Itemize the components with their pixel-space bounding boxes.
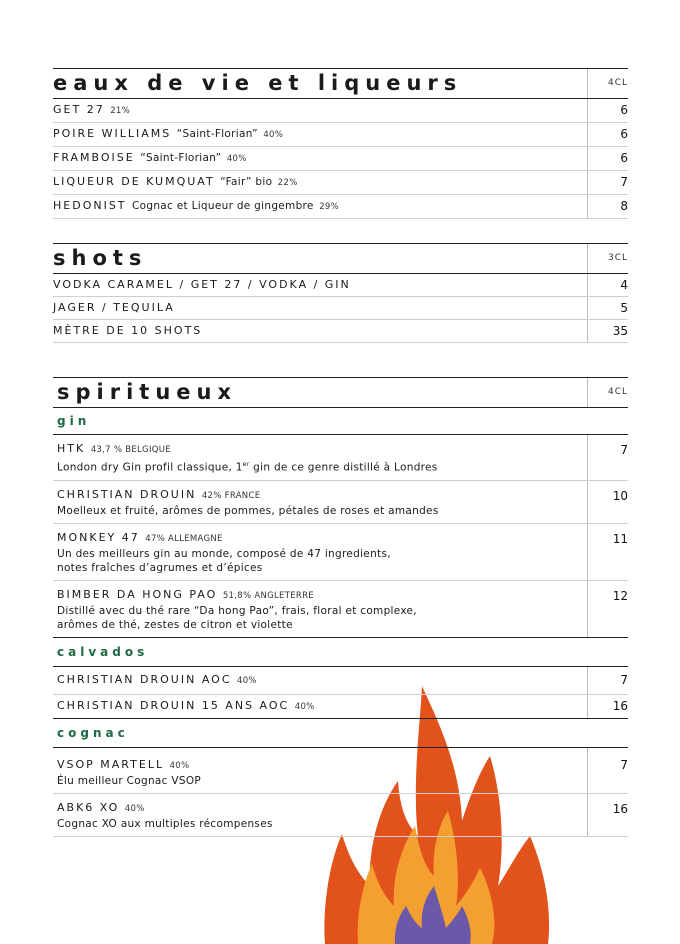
menu-row — [53, 297, 628, 320]
menu-row — [53, 695, 628, 719]
item-price: 4 — [587, 274, 628, 296]
item-name: POIRE WILLIAMS — [53, 127, 172, 140]
item-name: LIQUEUR DE KUMQUAT — [53, 175, 215, 188]
item-price: 16 — [587, 794, 628, 836]
subsection-title-calvados: calvados — [53, 638, 628, 667]
item-abv: 22% — [277, 178, 298, 188]
item-price: 16 — [587, 695, 628, 718]
menu-row — [53, 147, 628, 171]
section-unit: 3CL — [587, 244, 628, 273]
item-price: 6 — [587, 123, 628, 146]
item-price: 35 — [587, 320, 628, 342]
section-unit: 4CL — [587, 378, 628, 407]
menu-row — [53, 123, 628, 147]
item-name: ABK6 XO — [57, 800, 120, 814]
item-name: CHRISTIAN DROUIN AOC — [57, 672, 232, 686]
item-abv: 40% — [226, 154, 247, 164]
section-spiritueux — [53, 377, 628, 837]
subsection-title-gin: gin — [53, 408, 628, 435]
section-title: eaux de vie et liqueurs — [53, 71, 463, 95]
subsection-title-cognac: cognac — [53, 719, 628, 748]
section-header — [53, 68, 628, 99]
item-name: FRAMBOISE — [53, 151, 135, 164]
section-header — [53, 243, 628, 274]
item-price: 10 — [587, 481, 628, 523]
item-meta: 47% ALLEMAGNE — [145, 533, 223, 544]
item-abv: 40% — [294, 701, 315, 712]
menu-row — [53, 195, 628, 219]
item-price: 8 — [587, 195, 628, 218]
item-abv: 29% — [319, 202, 339, 212]
menu-row — [53, 748, 628, 794]
item-price: 12 — [587, 581, 628, 637]
item-note: “Saint-Florian” — [176, 128, 258, 140]
item-price: 7 — [587, 171, 628, 194]
item-name: CHRISTIAN DROUIN 15 ANS AOC — [57, 698, 290, 712]
item-note: “Fair” bio — [220, 176, 273, 188]
item-meta: 42% FRANCE — [201, 490, 261, 501]
menu-row — [53, 171, 628, 195]
menu-row — [53, 435, 628, 481]
item-description: notes fraîches d’agrumes et d’épices — [57, 561, 263, 574]
item-price: 11 — [587, 524, 628, 580]
menu-row — [53, 794, 628, 837]
item-meta: 43,7 % BELGIQUE — [90, 445, 171, 455]
item-abv: 40% — [169, 760, 190, 771]
item-price: 7 — [587, 748, 628, 793]
item-name: VSOP MARTELL — [57, 757, 165, 771]
item-price: 7 — [587, 435, 628, 480]
item-abv: 40% — [237, 675, 257, 686]
item-note: Cognac et Liqueur de gingembre — [132, 200, 314, 212]
item-description: Moelleux et fruité, arômes de pommes, pétales de roses et amandes — [57, 504, 439, 517]
section-title: spiritueux — [57, 380, 238, 404]
item-name: CHRISTIAN DROUIN — [57, 487, 197, 501]
section-title: shots — [53, 246, 148, 270]
item-description: arômes de thé, zestes de citron et violette — [57, 618, 293, 631]
item-description: Un des meilleurs gin au monde, composé de 47 ingredients, — [57, 547, 391, 560]
item-price: 6 — [587, 99, 628, 122]
item-abv: 21% — [110, 106, 130, 116]
menu-row — [53, 320, 628, 343]
section-unit: 4CL — [587, 69, 628, 98]
item-name: VODKA CARAMEL / GET 27 / VODKA / GIN — [53, 278, 351, 291]
item-meta: 51,8% ANGLETERRE — [222, 590, 314, 601]
menu-row — [53, 481, 628, 524]
item-name: JAGER / TEQUILA — [53, 301, 175, 314]
item-description: Élu meilleur Cognac VSOP — [57, 774, 202, 787]
item-price: 5 — [587, 297, 628, 319]
item-description: London dry Gin profil classique, 1er gin de ce genre distillé à Londres — [57, 461, 438, 474]
section-header — [53, 377, 628, 408]
item-price: 6 — [587, 147, 628, 170]
item-name: MONKEY 47 — [57, 530, 140, 544]
item-name: GET 27 — [53, 103, 105, 116]
item-abv: 40% — [263, 130, 284, 140]
menu-row — [53, 581, 628, 638]
section-eaux-de-vie — [53, 68, 628, 219]
item-name: MÈTRE DE 10 SHOTS — [53, 324, 203, 337]
item-price: 7 — [587, 667, 628, 694]
item-name: HEDONIST — [53, 199, 127, 212]
menu-row — [53, 99, 628, 123]
menu-row — [53, 274, 628, 297]
menu-row — [53, 524, 628, 581]
item-description: Distillé avec du thé rare “Da hong Pao”, frais, floral et complexe, — [57, 604, 417, 617]
item-name: HTK — [57, 442, 86, 455]
item-note: “Saint-Florian” — [140, 152, 222, 164]
menu-row — [53, 667, 628, 695]
item-abv: 40% — [124, 803, 145, 814]
section-shots — [53, 243, 628, 343]
item-name: BIMBER DA HONG PAO — [57, 587, 218, 601]
item-description: Cognac XO aux multiples récompenses — [57, 817, 273, 830]
